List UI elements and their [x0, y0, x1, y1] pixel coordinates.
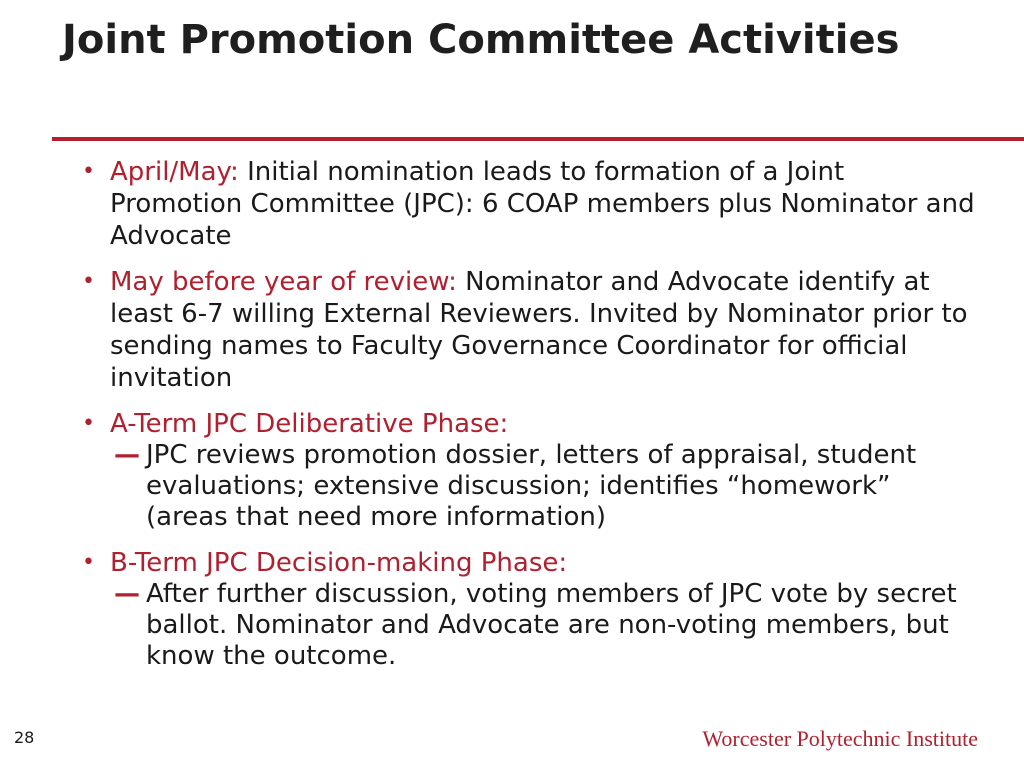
bullet-text: Initial nomination leads to formation of a Joint Promotion Committee (JPC): 6 COAP members plus Nominator and Advocate — [110, 157, 975, 251]
sub-bullet-list — [110, 440, 980, 533]
sub-bullet-marker: — — [114, 440, 140, 470]
sub-bullet-item — [110, 579, 980, 672]
sub-bullet-text: JPC reviews promotion dossier, letters of appraisal, student evaluations; extensive discussion; identifies “homework” (areas that need more information) — [146, 440, 917, 532]
sub-bullet-marker: — — [114, 579, 140, 609]
bullet-item-april-may — [80, 156, 980, 252]
slide-number: 28 — [14, 728, 35, 747]
bullet-item-b-term — [80, 547, 980, 672]
sub-bullet-text: After further discussion, voting members of JPC vote by secret ballot. Nominator and Advocate are non-voting members, but know the outcome. — [146, 579, 957, 671]
bullet-item-may-before-review — [80, 266, 980, 394]
sub-bullet-list — [110, 579, 980, 672]
bullet-label: B-Term JPC Decision-making Phase: — [110, 548, 568, 578]
bullet-marker: • — [82, 159, 95, 184]
bullet-marker: • — [82, 269, 95, 294]
institution-logo: Worcester Polytechnic Institute — [702, 726, 978, 751]
bullet-item-a-term — [80, 408, 980, 533]
sub-bullet-item — [110, 440, 980, 533]
bullet-label: May before year of review: — [110, 267, 457, 297]
bullet-marker: • — [82, 411, 95, 436]
bullet-list — [80, 156, 980, 686]
bullet-marker: • — [82, 550, 95, 575]
title-divider — [52, 137, 1024, 141]
bullet-label: A-Term JPC Deliberative Phase: — [110, 409, 509, 439]
slide-title: Joint Promotion Committee Activities — [62, 17, 900, 63]
bullet-text: Nominator and Advocate identify at least 6-7 willing External Reviewers. Invited by Nominator prior to sending names to Faculty Governance Coordinator for official invitation — [110, 267, 968, 393]
bullet-label: April/May: — [110, 157, 239, 187]
